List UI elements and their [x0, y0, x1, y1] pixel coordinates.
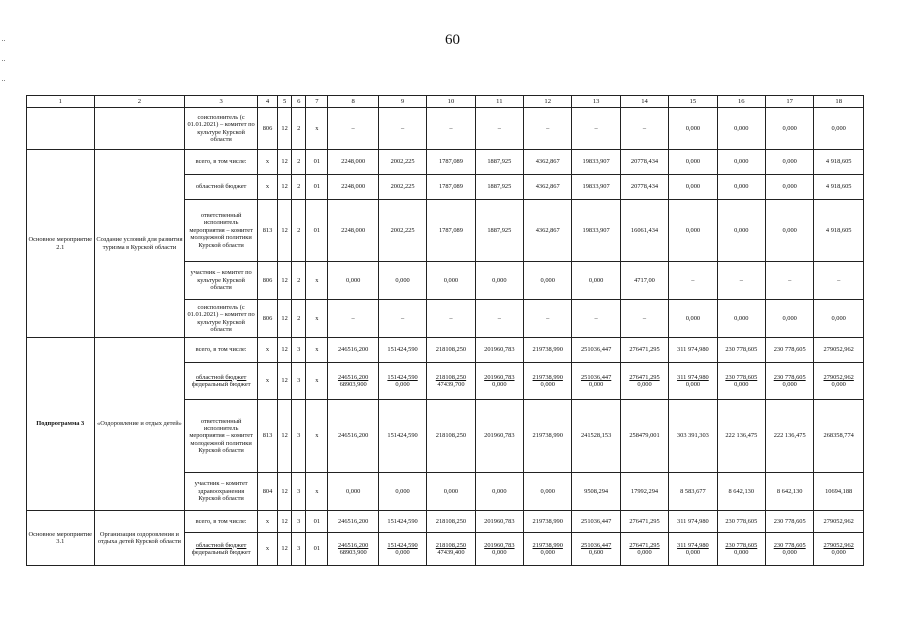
value-cell: [524, 363, 572, 400]
value-cell: –: [717, 262, 765, 300]
value-cell: 0,000: [717, 300, 765, 338]
value: 219738,990: [532, 541, 563, 549]
value: 0,000: [395, 549, 410, 556]
value: 0,000: [831, 381, 846, 388]
column-header: 9: [378, 96, 426, 108]
value-cell: 1887,925: [475, 175, 523, 200]
value: 246516,200: [337, 541, 369, 549]
value-cell: 0,000: [427, 473, 475, 511]
value-cell: 230 778,605: [765, 338, 813, 363]
value-cell: 0,000: [814, 108, 864, 150]
page-number: 60: [445, 32, 460, 48]
group-title: Подпрограмма 3: [27, 338, 95, 511]
value-cell: 1787,089: [427, 200, 475, 262]
value-cell: 2002,225: [378, 150, 426, 175]
code-cell: 3: [292, 533, 306, 566]
value-cell: –: [814, 262, 864, 300]
value-cell: 0,000: [524, 473, 572, 511]
value-cell: 1787,089: [427, 150, 475, 175]
value: 0,000: [395, 381, 410, 388]
value: 0,600: [588, 549, 604, 556]
value-cell: 246516,200: [328, 338, 378, 363]
column-header: 5: [278, 96, 292, 108]
value-cell: 0,000: [328, 473, 378, 511]
code-cell: 3: [292, 400, 306, 473]
source-label: федеральный бюджет: [191, 381, 251, 388]
value: 0,000: [782, 381, 797, 388]
value-cell: 4 918,605: [814, 200, 864, 262]
value: 0,000: [540, 549, 555, 556]
value-cell: 0,000: [765, 200, 813, 262]
value-cell: 0,000: [765, 150, 813, 175]
code-cell: 12: [278, 473, 292, 511]
value-cell: [620, 533, 668, 566]
value-cell: 4 918,605: [814, 175, 864, 200]
value-cell: –: [427, 300, 475, 338]
value-cell: 201960,783: [475, 338, 523, 363]
source-cell: [185, 363, 258, 400]
value: 218108,250: [435, 541, 467, 549]
source-cell: соисполнитель (с 01.01.2021) – комитет по культуре Курской области: [185, 108, 258, 150]
value-cell: 0,000: [717, 175, 765, 200]
value-cell: –: [572, 108, 620, 150]
value-cell: 218108,250: [427, 511, 475, 533]
value-cell: 0,000: [814, 300, 864, 338]
value-cell: [765, 363, 813, 400]
value-cell: –: [427, 108, 475, 150]
code-cell: 12: [278, 200, 292, 262]
value-cell: 258479,001: [620, 400, 668, 473]
source-cell: всего, в том числе:: [185, 150, 258, 175]
value-cell: 0,000: [475, 262, 523, 300]
value-cell: 0,000: [669, 300, 717, 338]
value: 279052,962: [823, 541, 854, 549]
value-cell: 19833,907: [572, 175, 620, 200]
value-cell: –: [475, 108, 523, 150]
code-cell: 01: [306, 175, 328, 200]
value: 0,000: [685, 381, 701, 388]
value-cell: –: [378, 108, 426, 150]
value: 201960,783: [484, 373, 515, 381]
column-header: 10: [427, 96, 475, 108]
code-cell: х: [257, 150, 277, 175]
value-cell: 0,000: [427, 262, 475, 300]
value-cell: –: [620, 300, 668, 338]
value-cell: [328, 533, 378, 566]
value-cell: 16061,434: [620, 200, 668, 262]
value: 230 778,605: [773, 541, 806, 549]
value-cell: [572, 363, 620, 400]
value: 0,000: [588, 381, 604, 388]
value-cell: 4 918,605: [814, 150, 864, 175]
value: 0,000: [540, 381, 555, 388]
value-cell: 246516,200: [328, 511, 378, 533]
value-cell: 1787,089: [427, 175, 475, 200]
source-cell: ответственный исполнитель мероприятия – комитет молодежной политики Курской области: [185, 400, 258, 473]
value-cell: 0,000: [669, 150, 717, 175]
column-header: 18: [814, 96, 864, 108]
value-cell: [814, 533, 864, 566]
value-cell: 10694,188: [814, 473, 864, 511]
value: 0,000: [734, 381, 749, 388]
value-cell: 0,000: [765, 108, 813, 150]
value-cell: 0,000: [524, 262, 572, 300]
value-cell: [814, 363, 864, 400]
code-cell: х: [257, 511, 277, 533]
value-cell: 2002,225: [378, 200, 426, 262]
code-cell: 3: [292, 338, 306, 363]
code-cell: х: [306, 338, 328, 363]
value-cell: 4362,867: [524, 175, 572, 200]
value: 219738,990: [532, 373, 563, 381]
code-cell: 3: [292, 511, 306, 533]
code-cell: 12: [278, 511, 292, 533]
value-cell: 276471,295: [620, 338, 668, 363]
value-cell: 8 642,130: [765, 473, 813, 511]
value-cell: –: [328, 108, 378, 150]
value-cell: 0,000: [378, 473, 426, 511]
value-cell: 230 778,605: [717, 511, 765, 533]
value-cell: 151424,590: [378, 338, 426, 363]
source-label: областной бюджет: [195, 541, 247, 549]
code-cell: х: [257, 533, 277, 566]
code-cell: 806: [257, 108, 277, 150]
column-header: 14: [620, 96, 668, 108]
value-cell: 2248,000: [328, 175, 378, 200]
code-cell: 813: [257, 400, 277, 473]
source-cell: участник – комитет по культуре Курской области: [185, 262, 258, 300]
column-header: 4: [257, 96, 277, 108]
value-cell: 218108,250: [427, 338, 475, 363]
value-cell: 222 136,475: [765, 400, 813, 473]
code-cell: 2: [292, 150, 306, 175]
value-cell: [669, 533, 717, 566]
value-cell: 2002,225: [378, 175, 426, 200]
code-cell: х: [306, 300, 328, 338]
value-cell: 311 974,980: [669, 338, 717, 363]
value-cell: 201960,783: [475, 511, 523, 533]
value-cell: 219738,990: [524, 511, 572, 533]
code-cell: 01: [306, 511, 328, 533]
value-cell: 0,000: [475, 473, 523, 511]
value-cell: 19833,907: [572, 150, 620, 175]
value: 68903,900: [339, 381, 367, 388]
column-header: 13: [572, 96, 620, 108]
value-cell: [717, 363, 765, 400]
value-cell: [524, 533, 572, 566]
value-cell: 17992,294: [620, 473, 668, 511]
value-cell: 201960,783: [475, 400, 523, 473]
value-cell: –: [524, 300, 572, 338]
value-cell: 2248,000: [328, 200, 378, 262]
value: 276471,295: [629, 541, 660, 549]
value: 276471,295: [629, 373, 660, 381]
column-header: 12: [524, 96, 572, 108]
value-cell: [427, 363, 475, 400]
value-cell: [669, 363, 717, 400]
value-cell: 268358,774: [814, 400, 864, 473]
value: 311 974,980: [677, 541, 709, 549]
value-cell: 222 136,475: [717, 400, 765, 473]
code-cell: 12: [278, 400, 292, 473]
value-cell: [765, 533, 813, 566]
table-row: [27, 108, 864, 150]
value: 47439,400: [437, 549, 465, 556]
value: 218108,250: [435, 373, 467, 381]
column-header: 8: [328, 96, 378, 108]
value-cell: 251036,447: [572, 511, 620, 533]
value-cell: 303 391,303: [669, 400, 717, 473]
value-cell: 9508,294: [572, 473, 620, 511]
code-cell: 12: [278, 300, 292, 338]
value: 0,000: [782, 549, 797, 556]
value: 0,000: [831, 549, 846, 556]
value-cell: 1887,925: [475, 150, 523, 175]
table-row: [27, 511, 864, 533]
margin-mark: [2, 40, 5, 41]
column-header: 16: [717, 96, 765, 108]
value-cell: 230 778,605: [765, 511, 813, 533]
value: 0,000: [734, 549, 749, 556]
value-cell: 8 642,130: [717, 473, 765, 511]
value-cell: 279052,962: [814, 338, 864, 363]
value-cell: –: [765, 262, 813, 300]
source-cell: всего, в том числе:: [185, 511, 258, 533]
source-cell: участник – комитет здравоохранения Курской области: [185, 473, 258, 511]
value-cell: 1887,925: [475, 200, 523, 262]
value: 0,000: [637, 549, 652, 556]
source-label: областной бюджет: [195, 373, 247, 381]
column-header: 11: [475, 96, 523, 108]
value: 230 778,605: [725, 541, 758, 549]
code-cell: 12: [278, 363, 292, 400]
value-cell: 20778,434: [620, 150, 668, 175]
value-cell: 151424,590: [378, 511, 426, 533]
column-header: 1: [27, 96, 95, 108]
value-cell: 0,000: [669, 200, 717, 262]
table-row: [27, 338, 864, 363]
code-cell: 3: [292, 363, 306, 400]
code-cell: 806: [257, 262, 277, 300]
code-cell: 12: [278, 262, 292, 300]
column-header: 6: [292, 96, 306, 108]
code-cell: х: [257, 338, 277, 363]
source-cell: [185, 533, 258, 566]
code-cell: 804: [257, 473, 277, 511]
code-cell: х: [306, 473, 328, 511]
source-label: федеральный бюджет: [191, 549, 251, 556]
value-cell: 246516,200: [328, 400, 378, 473]
value: 251036,447: [580, 541, 612, 549]
margin-mark: [2, 80, 5, 81]
value-cell: 4717,00: [620, 262, 668, 300]
code-cell: х: [306, 363, 328, 400]
value-cell: 0,000: [669, 108, 717, 150]
code-cell: 12: [278, 175, 292, 200]
group-title: Основное мероприятие 3.1: [27, 511, 95, 566]
value-cell: 0,000: [717, 150, 765, 175]
value-cell: [378, 533, 426, 566]
value-cell: 241528,153: [572, 400, 620, 473]
code-cell: х: [306, 262, 328, 300]
value-cell: 20778,434: [620, 175, 668, 200]
value-cell: 4362,867: [524, 200, 572, 262]
value-cell: 2248,000: [328, 150, 378, 175]
value-cell: 218108,250: [427, 400, 475, 473]
value-cell: [427, 533, 475, 566]
value-cell: –: [328, 300, 378, 338]
value: 230 778,605: [773, 373, 806, 381]
code-cell: 806: [257, 300, 277, 338]
value-cell: –: [378, 300, 426, 338]
code-cell: х: [306, 108, 328, 150]
value: 0,000: [492, 381, 507, 388]
value-cell: [620, 363, 668, 400]
source-cell: всего, в том числе:: [185, 338, 258, 363]
value-cell: 230 778,605: [717, 338, 765, 363]
value: 0,000: [685, 549, 701, 556]
group-description: «Оздоровление и отдых детей»: [94, 338, 185, 511]
value-cell: [475, 363, 523, 400]
value: 251036,447: [580, 373, 612, 381]
value-cell: 311 974,980: [669, 511, 717, 533]
value-cell: [717, 533, 765, 566]
value: 279052,962: [823, 373, 854, 381]
code-cell: 12: [278, 338, 292, 363]
column-header: 17: [765, 96, 813, 108]
margin-mark: [2, 60, 5, 61]
value-cell: 251036,447: [572, 338, 620, 363]
code-cell: 2: [292, 175, 306, 200]
code-cell: 01: [306, 533, 328, 566]
code-cell: 2: [292, 108, 306, 150]
code-cell: 2: [292, 200, 306, 262]
value: 0,000: [492, 549, 507, 556]
column-header: 2: [94, 96, 185, 108]
value-cell: 8 583,677: [669, 473, 717, 511]
code-cell: 01: [306, 200, 328, 262]
group-title: Основное мероприятие 2.1: [27, 150, 95, 338]
empty-cell: [94, 108, 185, 150]
value-cell: 0,000: [717, 200, 765, 262]
source-cell: областной бюджет: [185, 175, 258, 200]
code-cell: 2: [292, 262, 306, 300]
value-cell: 0,000: [765, 300, 813, 338]
code-cell: 2: [292, 300, 306, 338]
table-row: [27, 150, 864, 175]
value-cell: 276471,295: [620, 511, 668, 533]
code-cell: 12: [278, 108, 292, 150]
value: 0,000: [637, 381, 652, 388]
value-cell: 19833,907: [572, 200, 620, 262]
value-cell: 151424,590: [378, 400, 426, 473]
budget-table: [26, 95, 864, 566]
value-cell: [378, 363, 426, 400]
value-cell: [328, 363, 378, 400]
value-cell: 0,000: [378, 262, 426, 300]
value: 151424,590: [387, 373, 418, 381]
code-cell: 813: [257, 200, 277, 262]
value: 47439,700: [437, 381, 465, 388]
value: 151424,590: [387, 541, 418, 549]
value: 68903,900: [339, 549, 367, 556]
value-cell: 4362,867: [524, 150, 572, 175]
code-cell: х: [306, 400, 328, 473]
value-cell: –: [669, 262, 717, 300]
code-cell: 12: [278, 533, 292, 566]
value-cell: 219738,990: [524, 400, 572, 473]
value-cell: 0,000: [572, 262, 620, 300]
code-cell: 12: [278, 150, 292, 175]
value-cell: 0,000: [765, 175, 813, 200]
value-cell: [572, 533, 620, 566]
value-cell: –: [475, 300, 523, 338]
value: 201960,783: [484, 541, 515, 549]
value-cell: [475, 533, 523, 566]
table-header-row: [27, 96, 864, 108]
code-cell: х: [257, 363, 277, 400]
value: 246516,200: [337, 373, 369, 381]
column-header: 7: [306, 96, 328, 108]
source-cell: соисполнитель (с 01.01.2021) – комитет по культуре Курской области: [185, 300, 258, 338]
source-cell: ответственный исполнитель мероприятия – комитет молодежной политики Курской области: [185, 200, 258, 262]
value-cell: –: [572, 300, 620, 338]
column-header: 3: [185, 96, 258, 108]
value-cell: 279052,962: [814, 511, 864, 533]
code-cell: х: [257, 175, 277, 200]
value: 230 778,605: [725, 373, 758, 381]
empty-cell: [27, 108, 95, 150]
group-description: Организация оздоровления и отдыха детей Курской области: [94, 511, 185, 566]
code-cell: 01: [306, 150, 328, 175]
value-cell: 0,000: [717, 108, 765, 150]
value: 311 974,980: [677, 373, 709, 381]
value-cell: 0,000: [328, 262, 378, 300]
value-cell: –: [524, 108, 572, 150]
group-description: Создание условий для развития туризма в Курской области: [94, 150, 185, 338]
value-cell: 219738,990: [524, 338, 572, 363]
value-cell: 0,000: [669, 175, 717, 200]
column-header: 15: [669, 96, 717, 108]
value-cell: –: [620, 108, 668, 150]
code-cell: 3: [292, 473, 306, 511]
